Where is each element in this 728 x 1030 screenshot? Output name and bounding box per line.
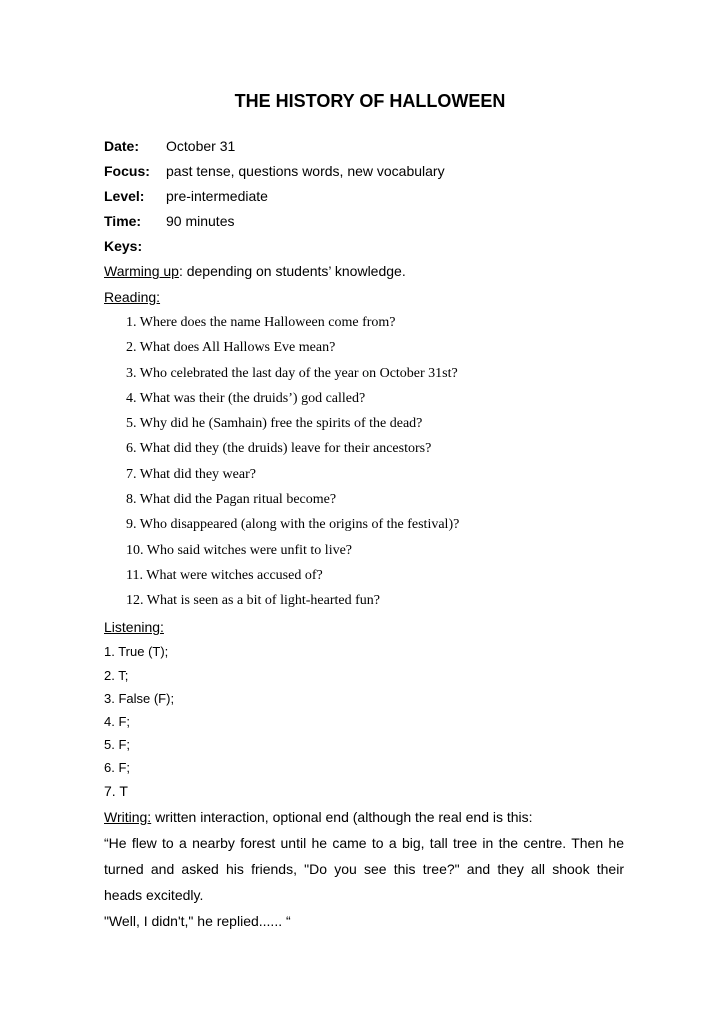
listening-answer: 2. T; (104, 668, 129, 683)
reading-row (104, 288, 160, 306)
listening-answer: 5. F; (104, 737, 131, 752)
writing-text: written interaction, optional end (although the real end is this: (151, 809, 533, 825)
focus-label: Focus: (104, 163, 150, 179)
writing-label: Writing: (104, 809, 152, 825)
reading-question: 10. Who said witches were unfit to live? (126, 543, 353, 558)
reading-question: 1. Where does the name Halloween come from? (126, 315, 396, 330)
keys-row (104, 237, 166, 255)
reading-question: 12. What is seen as a bit of light-hearted fun? (126, 593, 380, 608)
listening-answer: 4. F; (104, 714, 131, 729)
writing-quote-line: heads excitedly. (104, 887, 204, 903)
time-value: 90 minutes (166, 213, 235, 229)
reading-question: 2. What does All Hallows Eve mean? (126, 340, 336, 355)
reading-question: 5. Why did he (Samhain) free the spirits of the dead? (126, 416, 423, 431)
time-row (104, 212, 234, 230)
listening-answer: 3. False (F); (104, 691, 175, 706)
warming-up-row (104, 262, 406, 280)
listening-answer: 6. F; (104, 760, 131, 775)
reading-question: 6. What did they (the druids) leave for their ancestors? (126, 441, 432, 456)
reading-question: 11. What were witches accused of? (126, 568, 323, 583)
warming-up-text: : depending on students’ knowledge. (178, 263, 406, 279)
warming-up-label: Warming up (104, 263, 179, 279)
listening-row (104, 618, 164, 636)
date-value: October 31 (166, 138, 236, 154)
writing-quote-line: “He flew to a nearby forest until he came to a big, tall tree in the centre. Then he (104, 835, 624, 851)
reading-question: 9. Who disappeared (along with the origins of the festival)? (126, 517, 460, 532)
reading-question: 7. What did they wear? (126, 467, 256, 482)
date-row (104, 137, 235, 155)
keys-label: Keys: (104, 238, 143, 254)
page-title: THE HISTORY OF HALLOWEEN (234, 91, 506, 111)
writing-quote-line: turned and asked his friends, "Do you see this tree?" and they all shook their (104, 861, 624, 877)
listening-label: Listening: (104, 619, 164, 635)
level-row (104, 187, 268, 205)
listening-answer: 7. T (104, 783, 128, 799)
reading-question: 3. Who celebrated the last day of the year on October 31st? (126, 366, 458, 381)
focus-value: past tense, questions words, new vocabulary (166, 163, 445, 179)
level-value: pre-intermediate (166, 188, 268, 204)
listening-answer: 1. True (T); (104, 644, 169, 659)
focus-row (104, 162, 445, 180)
reading-label: Reading: (104, 289, 161, 305)
date-label: Date: (104, 138, 140, 154)
level-label: Level: (104, 188, 145, 204)
writing-row (104, 808, 533, 826)
reading-question: 8. What did the Pagan ritual become? (126, 492, 337, 507)
reading-question: 4. What was their (the druids’) god called? (126, 391, 366, 406)
writing-quote-line: "Well, I didn't," he replied...... “ (104, 913, 291, 929)
time-label: Time: (104, 213, 142, 229)
